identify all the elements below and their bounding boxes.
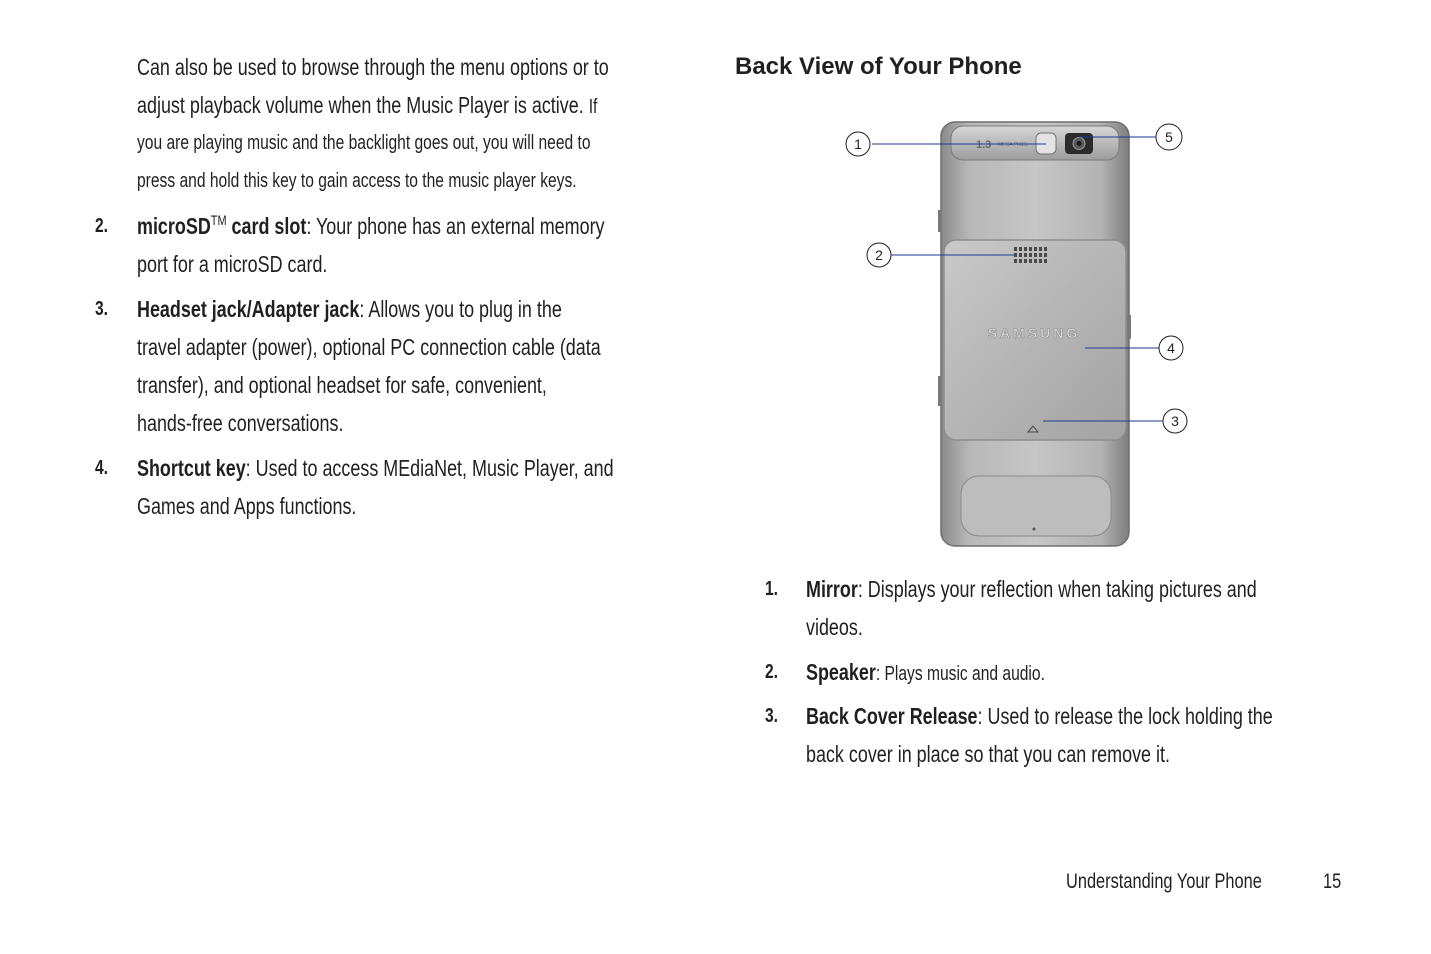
list-item-back-cover-release: Back Cover Release: Used to release the lock holding the [806, 703, 1273, 729]
page-number: 15 [1323, 870, 1342, 893]
brand-logo: SAMSUNG [987, 325, 1081, 341]
list-item-shortcut-key: Shortcut key: Used to access MEdiaNet, Music Player, and [137, 455, 614, 481]
list-number: 1. [765, 578, 779, 600]
list-item-line: port for a microSD card. [137, 251, 328, 277]
callout-label-1: 1 [854, 136, 862, 152]
list-item-line: back cover in place so that you can remove it. [806, 741, 1170, 767]
camera-label: 1.3 [976, 139, 992, 151]
side-key [938, 210, 942, 232]
list-number: 4. [95, 457, 109, 479]
callout-label-2: 2 [875, 247, 883, 263]
camera-lens-center [1077, 141, 1082, 146]
list-item-headset-jack: Headset jack/Adapter jack: Allows you to plug in the [137, 296, 562, 322]
intro-line-4: press and hold this key to gain access to the music player keys. [137, 170, 577, 192]
list-item-speaker: Speaker: Plays music and audio. [806, 659, 1045, 685]
side-key [1127, 315, 1131, 339]
list-number: 3. [765, 705, 779, 727]
callout-label-4: 4 [1167, 340, 1175, 356]
footer-section-title: Understanding Your Phone [1066, 870, 1262, 893]
callout-label-3: 3 [1171, 413, 1179, 429]
intro-line-2: adjust playback volume when the Music Player is active. If [137, 92, 598, 118]
list-item-microsd: microSD™ card slot: Your phone has an external memory [137, 212, 605, 239]
section-heading: Back View of Your Phone [735, 53, 1022, 80]
list-item-line: travel adapter (power), optional PC connection cable (data [137, 334, 601, 360]
list-number: 2. [95, 215, 109, 237]
list-number: 2. [765, 661, 779, 683]
bottom-hole [1033, 528, 1036, 531]
side-key [938, 376, 942, 406]
bottom-panel [961, 476, 1111, 536]
camera-sub-label: MEGA PIXEL [998, 142, 1029, 148]
list-item-mirror: Mirror: Displays your reflection when taking pictures and [806, 576, 1257, 602]
list-number: 3. [95, 298, 109, 320]
intro-line-1: Can also be used to browse through the menu options or to [137, 54, 609, 80]
intro-line-3: you are playing music and the backlight goes out, you will need to [137, 132, 591, 154]
list-item-line: transfer), and optional headset for safe, convenient, [137, 372, 547, 398]
list-item-line: hands-free conversations. [137, 410, 344, 436]
list-item-line: videos. [806, 614, 863, 640]
list-item-line: Games and Apps functions. [137, 493, 357, 519]
callout-label-5: 5 [1165, 129, 1173, 145]
